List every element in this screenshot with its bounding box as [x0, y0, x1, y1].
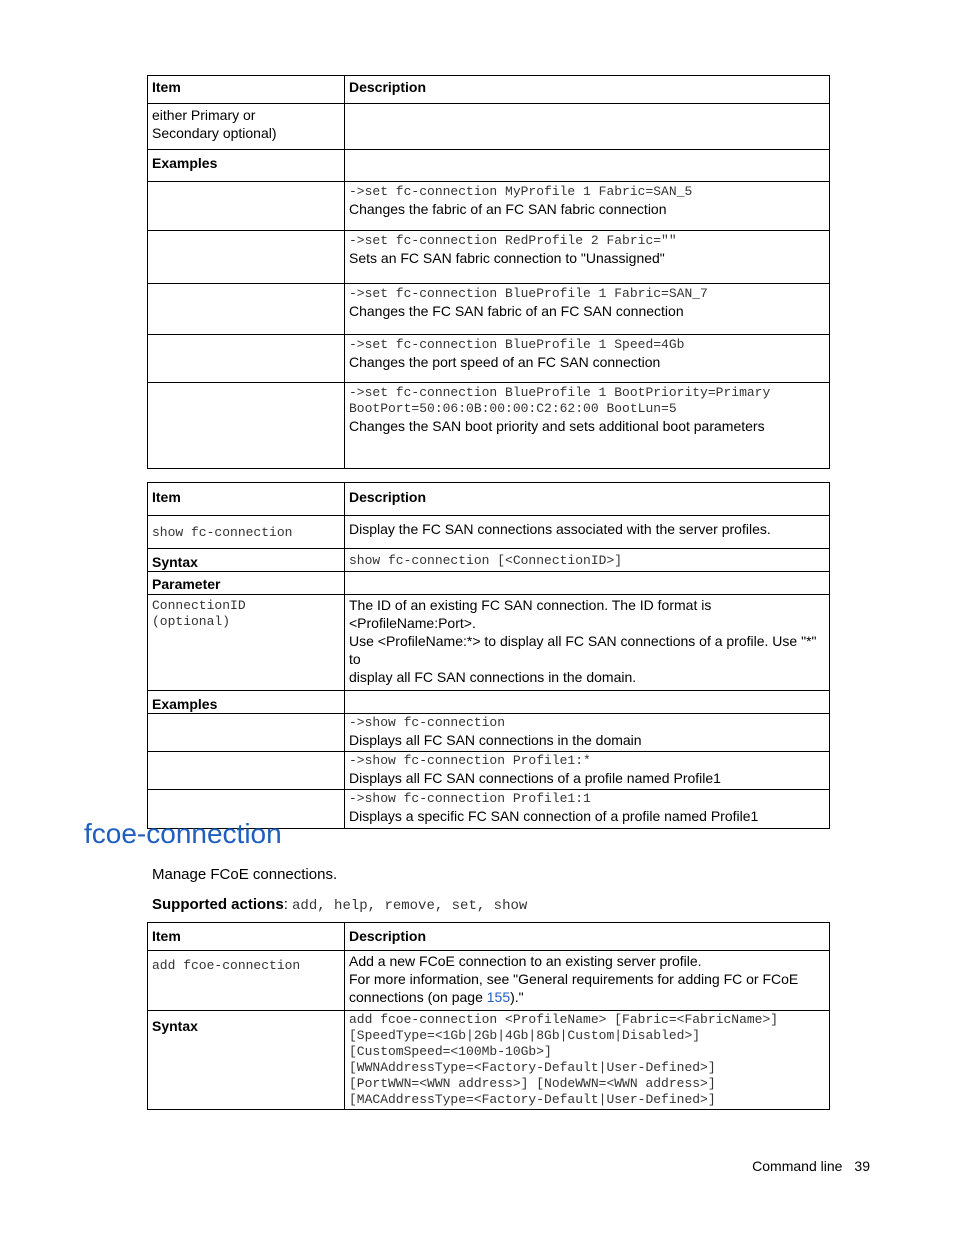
command-name: add fcoe-connection: [152, 958, 301, 973]
table-row: [148, 691, 830, 714]
description-text: ).": [510, 989, 524, 1005]
example-cell: [345, 182, 830, 231]
fc-connection-set-table: [147, 75, 830, 469]
supported-actions-list: add, help, remove, set, show: [292, 898, 528, 914]
table-row: [148, 549, 830, 572]
description-cell: [345, 691, 830, 714]
syntax-cell: [345, 549, 830, 572]
parameter-description-line: display all FC SAN connections in the domain.: [349, 669, 637, 685]
column-header-item: Item: [148, 76, 345, 104]
command-cell: [148, 516, 345, 549]
parameter-label: Parameter: [148, 572, 345, 595]
supported-actions-separator: :: [283, 896, 293, 913]
description-line: For more information, see "General requirements for adding FC or FCoE: [349, 971, 799, 987]
table-row: [148, 231, 830, 284]
supported-actions: [152, 896, 527, 914]
syntax-label: Syntax: [148, 549, 345, 572]
parameter-description-line: The ID of an existing FC SAN connection. The ID format is <ProfileName:Port>.: [349, 597, 712, 631]
table-row: [148, 335, 830, 383]
example-cell: [345, 284, 830, 335]
description-line: Add a new FCoE connection to an existing server profile.: [349, 953, 702, 969]
table-row: [148, 150, 830, 182]
example-description: Displays all FC SAN connections in the domain: [349, 732, 642, 748]
command-name: show fc-connection: [152, 525, 293, 540]
description-text: connections (on page: [349, 989, 487, 1005]
example-cell: [345, 752, 830, 790]
command-cell: [148, 951, 345, 1011]
table-row: [148, 383, 830, 469]
item-text: either Primary or: [152, 107, 256, 123]
footer-section: Command line: [752, 1158, 843, 1174]
syntax-line: [CustomSpeed=<100Mb-10Gb>]: [349, 1044, 552, 1059]
column-header-item: Item: [148, 923, 345, 951]
section-title: fcoe-connection: [84, 818, 282, 849]
item-cell: [148, 752, 345, 790]
item-cell: [148, 383, 345, 469]
syntax-text: show fc-connection [<ConnectionID>]: [349, 553, 623, 568]
item-cell: [148, 335, 345, 383]
supported-actions-label: Supported actions: [152, 896, 284, 913]
examples-label: Examples: [148, 691, 345, 714]
example-description: Changes the SAN boot priority and sets additional boot parameters: [349, 418, 765, 434]
parameter-description: [345, 595, 830, 691]
description-line: [349, 988, 825, 1006]
table-header-row: [148, 76, 830, 104]
parameter-name: ConnectionID: [152, 598, 246, 613]
example-description: Changes the port speed of an FC SAN connection: [349, 354, 661, 370]
table-row: [148, 714, 830, 752]
example-cell: [345, 383, 830, 469]
table-row: [148, 1011, 830, 1110]
table-header-row: [148, 923, 830, 951]
column-header-item: Item: [148, 483, 345, 516]
show-fc-connection-table: [147, 482, 830, 829]
example-cell: [345, 231, 830, 284]
item-cell: [148, 182, 345, 231]
command-description: Display the FC SAN connections associated with the server profiles.: [345, 516, 830, 549]
table-row: [148, 572, 830, 595]
syntax-line: [WWNAddressType=<Factory-Default|User-Defined>]: [349, 1060, 716, 1075]
example-description: Sets an FC SAN fabric connection to "Unassigned": [349, 250, 665, 266]
table-row: [148, 284, 830, 335]
command-description: [345, 951, 830, 1011]
example-cell: [345, 335, 830, 383]
example-description: Displays a specific FC SAN connection of a profile named Profile1: [349, 808, 759, 824]
description-cell: [345, 150, 830, 182]
table-row: [148, 951, 830, 1011]
description-cell: [345, 104, 830, 150]
fcoe-connection-add-table: [147, 922, 830, 1110]
syntax-line: [MACAddressType=<Factory-Default|User-Defined>]: [349, 1092, 716, 1107]
item-cell: [148, 284, 345, 335]
example-cell: [345, 714, 830, 752]
page-link[interactable]: 155: [486, 989, 511, 1005]
example-command: ->set fc-connection BlueProfile 1 Fabric=SAN_7: [349, 286, 708, 301]
parameter-description-line: Use <ProfileName:*> to display all FC SAN connections of a profile. Use "*" to: [349, 633, 817, 667]
item-text: Secondary optional): [152, 125, 277, 141]
syntax-line: [PortWWN=<WWN address>] [NodeWWN=<WWN address>]: [349, 1076, 716, 1091]
syntax-cell: [345, 1011, 830, 1110]
column-header-description: Description: [345, 76, 830, 104]
example-command: ->set fc-connection MyProfile 1 Fabric=SAN_5: [349, 184, 693, 199]
column-header-description: Description: [345, 923, 830, 951]
page-number: 39: [854, 1158, 870, 1174]
syntax-line: add fcoe-connection <ProfileName> [Fabric=<FabricName>]: [349, 1012, 779, 1027]
item-cell: [148, 231, 345, 284]
description-cell: [345, 572, 830, 595]
table-row: [148, 595, 830, 691]
table-row: [148, 104, 830, 150]
item-cell: [148, 714, 345, 752]
section-intro: Manage FCoE connections.: [152, 866, 338, 883]
table-row: [148, 182, 830, 231]
examples-label: Examples: [148, 150, 345, 182]
syntax-label: Syntax: [148, 1011, 345, 1110]
parameter-optional: (optional): [152, 614, 231, 629]
example-command: ->show fc-connection: [349, 715, 506, 730]
table-row: [148, 752, 830, 790]
example-description: Changes the fabric of an FC SAN fabric connection: [349, 201, 667, 217]
example-command: ->set fc-connection BlueProfile 1 BootPriority=Primary: [349, 385, 771, 400]
example-command: ->show fc-connection Profile1:*: [349, 753, 591, 768]
example-command: ->show fc-connection Profile1:1: [349, 791, 591, 806]
example-command: ->set fc-connection BlueProfile 1 Speed=4Gb: [349, 337, 685, 352]
column-header-description: Description: [345, 483, 830, 516]
table-row: [148, 516, 830, 549]
example-command: BootPort=50:06:0B:00:00:C2:62:00 BootLun=5: [349, 401, 677, 416]
page-footer: [752, 1158, 870, 1174]
syntax-line: [SpeedType=<1Gb|2Gb|4Gb|8Gb|Custom|Disabled>]: [349, 1028, 701, 1043]
example-description: Displays all FC SAN connections of a profile named Profile1: [349, 770, 721, 786]
example-cell: [345, 790, 830, 829]
item-cell: [148, 104, 345, 150]
table-header-row: [148, 483, 830, 516]
example-description: Changes the FC SAN fabric of an FC SAN connection: [349, 303, 684, 319]
example-command: ->set fc-connection RedProfile 2 Fabric="": [349, 233, 677, 248]
parameter-cell: [148, 595, 345, 691]
